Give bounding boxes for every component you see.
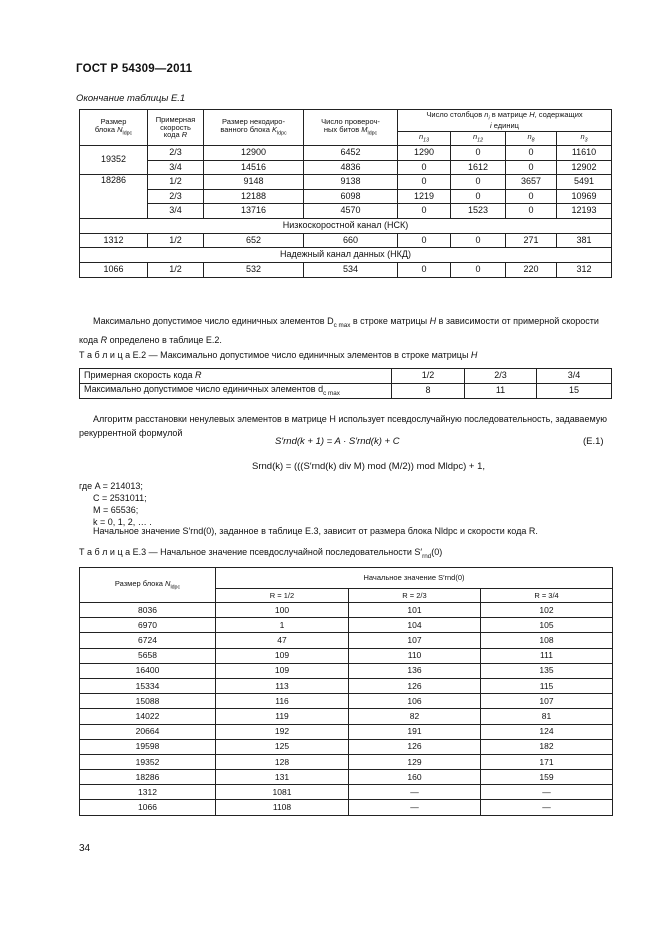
table-cell: 8036 xyxy=(80,603,216,618)
table-cell: 14516 xyxy=(204,160,304,175)
table-row xyxy=(80,189,612,204)
table-cell: 0 xyxy=(506,204,557,219)
table-cell: 652 xyxy=(204,233,304,248)
table-row xyxy=(80,785,613,800)
table-cell: 9148 xyxy=(204,175,304,190)
table-cell: 1066 xyxy=(80,263,148,278)
table-cell: 108 xyxy=(481,633,613,648)
table-cell: 107 xyxy=(349,633,481,648)
table-cell: — xyxy=(349,785,481,800)
table-row xyxy=(80,618,613,633)
where-line: k = 0, 1, 2, … . xyxy=(93,517,152,527)
table-e3 xyxy=(79,567,613,816)
table-cell: 6970 xyxy=(80,618,216,633)
table-cell: 135 xyxy=(481,663,613,678)
table-cell: 0 xyxy=(451,189,506,204)
table-cell: 0 xyxy=(451,263,506,278)
table-row xyxy=(80,603,613,618)
col-header-n3: $n_3$ xyxy=(557,132,612,146)
table-cell: 1312 xyxy=(80,233,148,248)
table-cell: — xyxy=(349,800,481,815)
table-cell: 3657 xyxy=(506,175,557,190)
col-header-group: Число столбцов $n_i$ в матрице H, содержащих i единиц xyxy=(398,110,612,132)
table-cell: 128 xyxy=(216,754,349,769)
table-cell: 0 xyxy=(451,146,506,161)
table-cell: 0 xyxy=(451,175,506,190)
table-row xyxy=(80,369,612,384)
table-cell: 6098 xyxy=(304,189,398,204)
table-row xyxy=(80,146,612,161)
table-cell: 113 xyxy=(216,678,349,693)
table-cell: 125 xyxy=(216,739,349,754)
table-cell: 13716 xyxy=(204,204,304,219)
table-cell: 192 xyxy=(216,724,349,739)
table-cell: 534 xyxy=(304,263,398,278)
table-cell: 0 xyxy=(398,233,451,248)
table-e1-caption: Окончание таблицы Е.1 xyxy=(76,93,186,104)
table-cell: 2/3 xyxy=(148,146,204,161)
where-line: M = 65536; xyxy=(93,505,139,515)
where-line: C = 2531011; xyxy=(93,493,147,503)
table-row xyxy=(80,263,612,278)
table-cell: 18286 xyxy=(80,175,148,219)
table-row xyxy=(80,709,613,724)
table-cell: 0 xyxy=(398,160,451,175)
section-header-low-speed: Низкоскоростной канал (НСК) xyxy=(80,218,612,233)
formula-e1-number: (Е.1) xyxy=(583,436,604,447)
table-cell: 119 xyxy=(216,709,349,724)
table-cell: 660 xyxy=(304,233,398,248)
table-cell: 0 xyxy=(506,160,557,175)
table-row xyxy=(80,800,613,815)
table-cell: — xyxy=(481,785,613,800)
table-cell: 182 xyxy=(481,739,613,754)
table-e3-caption: Т а б л и ц а Е.3 — Начальное значение псевдослучайной последовательности $S'_{rnd}(0)$ xyxy=(79,547,443,560)
table-cell: 1312 xyxy=(80,785,216,800)
table-cell: 16400 xyxy=(80,663,216,678)
table-e1 xyxy=(79,109,612,278)
table-cell: 312 xyxy=(557,263,612,278)
table-cell: 0 xyxy=(398,204,451,219)
table-cell: 11610 xyxy=(557,146,612,161)
table-row xyxy=(80,160,612,175)
table-row xyxy=(80,633,613,648)
table-e2-caption: Т а б л и ц а Е.2 — Максимально допустимое число единичных элементов в строке матрицы H xyxy=(79,350,478,360)
table-cell: 19598 xyxy=(80,739,216,754)
table-row xyxy=(80,233,612,248)
table-cell: 12902 xyxy=(557,160,612,175)
paragraph-initial-value: Начальное значение S′rnd(0), заданное в таблице Е.3, зависит от размера блока Nldpc и скорости кода R. xyxy=(93,526,538,536)
col-header-block: Размер блока $N_{ldpc}$ xyxy=(80,568,216,603)
table-cell: 19352 xyxy=(80,754,216,769)
table-cell: 18286 xyxy=(80,770,216,785)
col-header-r34: R = 3/4 xyxy=(481,589,613,603)
table-cell: 1219 xyxy=(398,189,451,204)
table-cell: 1 xyxy=(216,618,349,633)
table-row xyxy=(80,175,612,190)
col-header-uncoded: Размер некодиро- ванного блока $K_{ldpc}$ xyxy=(204,110,304,146)
table-cell: 20664 xyxy=(80,724,216,739)
formula-e1: S′rnd(k + 1) = A · S′rnd(k) + C xyxy=(275,436,400,447)
table-cell: — xyxy=(481,800,613,815)
table-cell: 1081 xyxy=(216,785,349,800)
table-cell: 102 xyxy=(481,603,613,618)
table-cell: 107 xyxy=(481,694,613,709)
table-cell: 4836 xyxy=(304,160,398,175)
table-cell: 171 xyxy=(481,754,613,769)
table-cell: 82 xyxy=(349,709,481,724)
table-cell: 3/4 xyxy=(148,204,204,219)
table-cell: 159 xyxy=(481,770,613,785)
table-cell: 220 xyxy=(506,263,557,278)
table-cell: 2/3 xyxy=(465,369,537,384)
table-row xyxy=(80,204,612,219)
table-cell: 160 xyxy=(349,770,481,785)
table-cell: 126 xyxy=(349,678,481,693)
table-cell: 5491 xyxy=(557,175,612,190)
table-cell: 109 xyxy=(216,663,349,678)
table-cell: 136 xyxy=(349,663,481,678)
page-number: 34 xyxy=(79,843,91,854)
table-row xyxy=(80,694,613,709)
table-cell: 1108 xyxy=(216,800,349,815)
table-cell: 12188 xyxy=(204,189,304,204)
table-cell: 100 xyxy=(216,603,349,618)
table-cell: 129 xyxy=(349,754,481,769)
table-cell: 0 xyxy=(398,175,451,190)
table-cell: 12900 xyxy=(204,146,304,161)
table-cell: 19352 xyxy=(80,146,148,175)
formula-srnd: Srnd(k) = (((S′rnd(k) div M) mod (M/2)) mod Mldpc) + 1, xyxy=(252,461,485,472)
table-cell: 15088 xyxy=(80,694,216,709)
table-cell: 0 xyxy=(451,233,506,248)
table-cell: 0 xyxy=(506,146,557,161)
table-cell: 106 xyxy=(349,694,481,709)
row-label-rate: Примерная скорость кода R xyxy=(80,369,392,384)
table-cell: 2/3 xyxy=(148,189,204,204)
table-row xyxy=(80,724,613,739)
table-cell: 109 xyxy=(216,648,349,663)
table-row xyxy=(80,648,613,663)
col-header-n12: $n_{12}$ xyxy=(451,132,506,146)
table-cell: 3/4 xyxy=(148,160,204,175)
table-cell: 111 xyxy=(481,648,613,663)
table-cell: 126 xyxy=(349,739,481,754)
table-cell: 47 xyxy=(216,633,349,648)
table-cell: 1523 xyxy=(451,204,506,219)
document-header: ГОСТ Р 54309—2011 xyxy=(76,63,193,75)
col-header-r23: R = 2/3 xyxy=(349,589,481,603)
table-cell: 3/4 xyxy=(537,369,612,384)
formula-where-block xyxy=(79,480,152,528)
table-cell: 5658 xyxy=(80,648,216,663)
table-cell: 6452 xyxy=(304,146,398,161)
paragraph-algorithm: Алгоритм расстановки ненулевых элементов в матрице H использует псевдослучайную последовательность, задаваемую рекуррентной формулой xyxy=(79,414,607,438)
table-cell: 115 xyxy=(481,678,613,693)
table-cell: 104 xyxy=(349,618,481,633)
col-header-block: Размер блока $N_{ldpc}$ xyxy=(80,110,148,146)
table-cell: 105 xyxy=(481,618,613,633)
table-row xyxy=(80,663,613,678)
table-cell: 4570 xyxy=(304,204,398,219)
table-cell: 0 xyxy=(506,189,557,204)
table-cell: 1/2 xyxy=(148,175,204,190)
table-cell: 10969 xyxy=(557,189,612,204)
table-cell: 532 xyxy=(204,263,304,278)
paragraph-dcmax: Максимально допустимое число единичных элементов $D_{c max}$ в строке матрицы H в зависимости от примерной скорости кода R определено в таблице Е.2. xyxy=(79,316,599,345)
table-cell: 1066 xyxy=(80,800,216,815)
table-cell: 15 xyxy=(537,384,612,399)
col-header-n13: $n_{13}$ xyxy=(398,132,451,146)
table-cell: 9138 xyxy=(304,175,398,190)
col-header-parity: Число провероч- ных битов $M_{ldpc}$ xyxy=(304,110,398,146)
table-cell: 81 xyxy=(481,709,613,724)
table-row xyxy=(80,678,613,693)
table-cell: 191 xyxy=(349,724,481,739)
table-cell: 8 xyxy=(392,384,465,399)
table-cell: 124 xyxy=(481,724,613,739)
table-cell: 101 xyxy=(349,603,481,618)
col-header-n8: $n_8$ xyxy=(506,132,557,146)
table-cell: 11 xyxy=(465,384,537,399)
table-cell: 14022 xyxy=(80,709,216,724)
table-row xyxy=(80,754,613,769)
col-header-rate: Примерная скорость кода R xyxy=(148,110,204,146)
table-cell: 1/2 xyxy=(392,369,465,384)
table-cell: 131 xyxy=(216,770,349,785)
table-cell: 12193 xyxy=(557,204,612,219)
col-header-r12: R = 1/2 xyxy=(216,589,349,603)
table-cell: 116 xyxy=(216,694,349,709)
row-label-dcmax: Максимально допустимое число единичных элементов $d_{c max}$ xyxy=(80,384,392,399)
table-row xyxy=(80,384,612,399)
col-header-initial: Начальное значение S′rnd(0) xyxy=(216,568,613,589)
table-cell: 381 xyxy=(557,233,612,248)
section-header-reliable: Надежный канал данных (НКД) xyxy=(80,248,612,263)
table-cell: 1/2 xyxy=(148,233,204,248)
table-cell: 1612 xyxy=(451,160,506,175)
table-cell: 1290 xyxy=(398,146,451,161)
table-e2 xyxy=(79,368,612,399)
table-cell: 6724 xyxy=(80,633,216,648)
table-cell: 110 xyxy=(349,648,481,663)
table-cell: 1/2 xyxy=(148,263,204,278)
table-cell: 0 xyxy=(398,263,451,278)
table-row xyxy=(80,770,613,785)
table-cell: 271 xyxy=(506,233,557,248)
where-line: где A = 214013; xyxy=(79,481,143,491)
table-row xyxy=(80,739,613,754)
table-cell: 15334 xyxy=(80,678,216,693)
